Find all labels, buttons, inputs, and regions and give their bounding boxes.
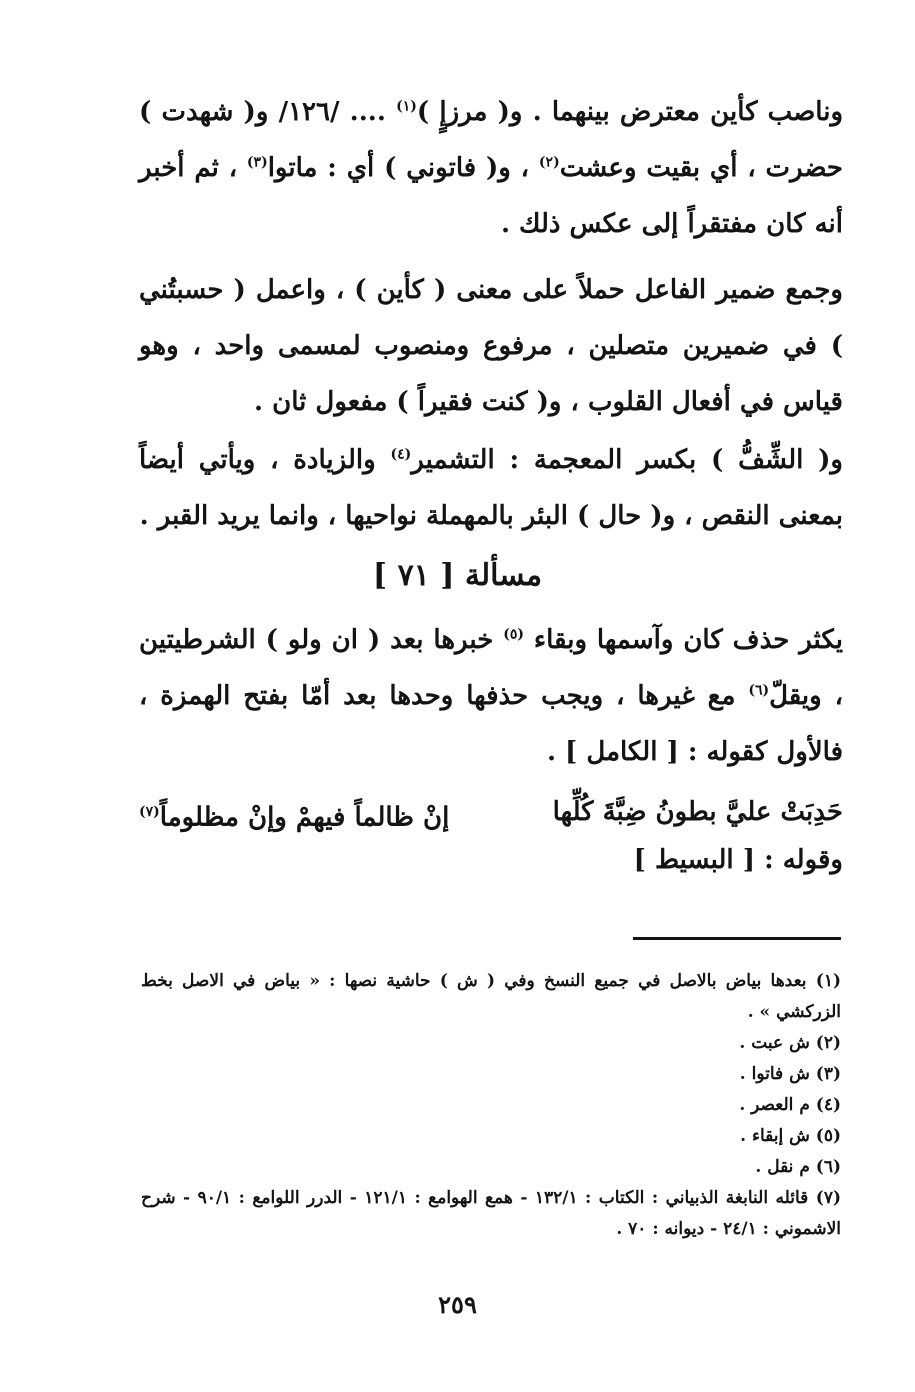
paragraph-3-text-b: والزيادة ، ويأتي أيضاً بمعنى النقص ، و( حال ) البئر بالمهملة نواحيها ، وانما يريد القبر . [139,445,843,531]
paragraph-2: وجمع ضمير الفاعل حملاً على معنى ( كأين ) ، واعمل ( حسبتُني ) في ضميرين متصلين ، مرفوع ومنصوب لمسمى واحد ، وهو قياس في أفعال القلوب ، و( كنت فقيراً ) مفعول ثان . [139,275,843,417]
paragraph-1-text-b: .... /١٢٦/ و( شهدت ) حضرت ، أي بقيت وعشت [139,97,843,183]
footnote-ref-2: (٢) [538,154,560,171]
footnotes [141,966,841,1245]
footnote-6: (٦) م نقل . [755,1157,841,1177]
section-heading: مسألة [ ٧١ ] [372,558,543,593]
paragraph-1 [139,84,843,252]
page-number: ٢٥٩ [438,1290,477,1319]
footnote-ref-7: (٧) [139,804,160,820]
paragraph-4-text-b: خبرها بعد ( ان ولو ) الشرطيتين ، ويقلّ [139,625,843,711]
footnote-4: (٤) م العصر . [739,1095,841,1115]
footnote-7: (٧) قائله النابغة الذبياني : الكتاب : ١٣٢/١ - همع الهوامع : ١٢١/١ - الدرر اللوامع : ٩٠/١ - شرح الاشموني : ٢٤/١ - ديوانه : ٧٠ . [141,1188,841,1239]
paragraph-1-text-c: ، و( فاتوني ) أي : ماتوا [267,153,539,183]
verse-intro: وقوله : [ البسيط ] [633,845,843,875]
footnote-5: (٥) ش إبقاء . [740,1126,841,1146]
paragraph-3 [139,432,843,544]
verse-first-hemistich: حَدِبَتْ عليَّ بطونُ ضِبَّةَ كُلِّها [552,797,843,827]
footnote-ref-6: (٦) [748,682,770,699]
paragraph-1-text-a: وناصب كأين معترض بينهما . و( مرزإٍ ) [416,97,843,127]
paragraph-1-text-d: ، ثم أخبر أنه كان مفتقراً إلى عكس ذلك . [139,153,843,239]
footnote-ref-1: (١) [396,98,417,115]
footnote-ref-4: (٤) [390,446,412,463]
verse-second-hemistich: إنْ ظالماً فيهمْ وإنْ مظلوماً [159,802,450,833]
footnote-2: (٢) ش عبت . [739,1033,841,1053]
verse-second-hemistich-group [139,790,449,840]
paragraph-4-text-c: مع غيرها ، ويجب حذفها وحدها بعد أمّا بفتح الهمزة ، فالأول كقوله : [ الكامل ] . [139,681,843,767]
footnote-3: (٣) ش فاتوا . [739,1064,841,1084]
footnote-ref-5: (٥) [503,626,524,643]
paragraph-3-text-a: و( الشِّفُّ ) بكسر المعجمة : التشمير [411,445,843,475]
footnote-divider [633,937,841,940]
paragraph-4 [139,612,843,780]
paragraph-4-text-a: يكثر حذف كان وآسمها وبقاء [524,625,843,655]
footnote-1: (١) بعدها بياض بالاصل في جميع النسخ وفي ( ش ) حاشية نصها : « بياض في الاصل بخط الزركشي » . [141,971,841,1022]
footnote-ref-3: (٣) [246,154,268,171]
